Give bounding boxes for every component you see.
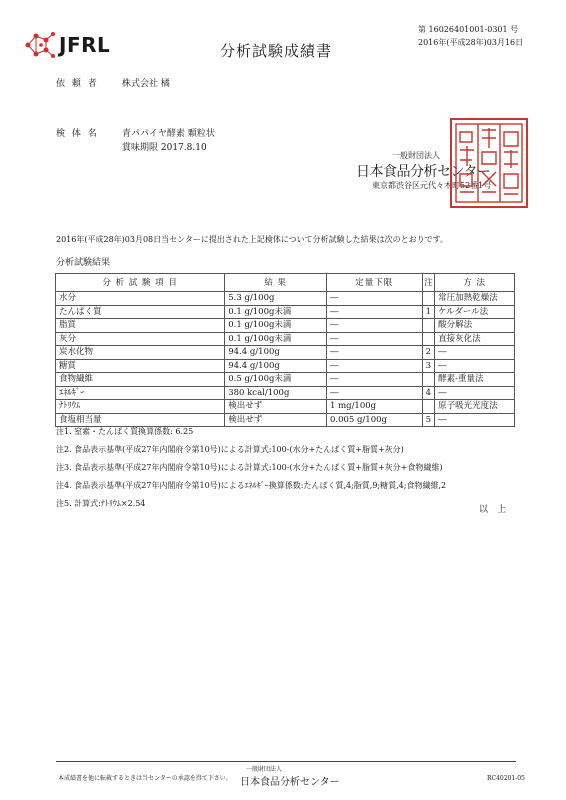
seal-pattern-icon [452, 120, 526, 206]
cell-item: 灰分 [56, 332, 225, 346]
document-number: 第 16026401001-0301 号 [418, 25, 519, 34]
table-row [56, 400, 515, 414]
jfrl-logo [22, 28, 142, 64]
client-value: 株式会社 橘 [122, 79, 170, 89]
note-4: 注4. 食品表示基準(平成27年内閣府令第10号)によるｴﾈﾙｷﾞｰ換算係数:たんぱく質,4;脂質,9;糖質,4;食物繊維,2 [56, 481, 447, 490]
cell-note: 5 [422, 413, 434, 427]
cell-method: 直接灰化法 [435, 332, 515, 346]
cell-item: ﾅﾄﾘｳﾑ [56, 400, 225, 414]
document-title: 分析試験成績書 [220, 42, 333, 60]
table-row [56, 359, 515, 373]
issuer-address: 東京都渋谷区元代々木町52番1号 [372, 181, 492, 190]
closing-mark: 以 上 [479, 505, 507, 515]
cell-note: 1 [422, 305, 434, 319]
cell-result: 94.4 g/100g [225, 346, 327, 360]
client-label: 依 頼 者 [56, 79, 99, 89]
cell-limit: ― [326, 359, 422, 373]
cell-method: ― [435, 359, 515, 373]
cell-method: 常圧加熱乾燥法 [435, 292, 515, 306]
cell-limit: 0.005 g/100g [326, 413, 422, 427]
header-note: 注 [422, 274, 434, 292]
issuer-name: 日本食品分析センター [356, 164, 491, 180]
cell-limit: ― [326, 373, 422, 387]
cell-result: 0.1 g/100g未満 [225, 319, 327, 333]
header-limit: 定量下限 [326, 274, 422, 292]
logo-text: JFRL [59, 33, 111, 57]
cell-result: 0.5 g/100g未満 [225, 373, 327, 387]
cell-method: ケルダール法 [435, 305, 515, 319]
footer-corp-type: 一般財団法人 [246, 766, 283, 773]
cell-result: 94.4 g/100g [225, 359, 327, 373]
cell-item: 脂質 [56, 319, 225, 333]
note-5: 注5. 計算式:ﾅﾄﾘｳﾑ×2.54 [56, 499, 146, 508]
cell-item: たんぱく質 [56, 305, 225, 319]
cell-note: 3 [422, 359, 434, 373]
table-row [56, 386, 515, 400]
cell-result: 検出せず [225, 413, 327, 427]
sample-expiry: 賞味期限 2017.8.10 [122, 143, 207, 153]
table-row [56, 332, 515, 346]
sample-name: 青パパイヤ酵素 顆粒状 [122, 129, 215, 139]
cell-note [422, 319, 434, 333]
note-1: 注1. 窒素・たんぱく質換算係数: 6.25 [56, 427, 194, 436]
intro-text: 2016年(平成28年)03月08日当センターに提出された上記検体について分析試験した結果は次のとおりです。 [56, 235, 449, 244]
table-row [56, 319, 515, 333]
footer-org: 日本食品分析センター [240, 777, 340, 788]
footer-divider [56, 761, 516, 762]
cell-limit: 1 mg/100g [326, 400, 422, 414]
footer-code: RC40201-05 [487, 775, 525, 782]
cell-method: 原子吸光光度法 [435, 400, 515, 414]
cell-limit: ― [326, 305, 422, 319]
cell-method: 酵素-重量法 [435, 373, 515, 387]
table-row [56, 305, 515, 319]
cell-note: 4 [422, 386, 434, 400]
cell-limit: ― [326, 319, 422, 333]
table-row [56, 373, 515, 387]
cell-limit: ― [326, 332, 422, 346]
cell-result: 0.1 g/100g未満 [225, 305, 327, 319]
table-row [56, 346, 515, 360]
molecule-icon [22, 30, 58, 60]
cell-result: 5.3 g/100g [225, 292, 327, 306]
results-table [55, 273, 515, 427]
cell-note [422, 373, 434, 387]
cell-limit: ― [326, 346, 422, 360]
header-method: 方 法 [435, 274, 515, 292]
cell-result: 0.1 g/100g未満 [225, 332, 327, 346]
table-header-row [56, 274, 515, 292]
issuer-corp-type: 一般財団法人 [392, 151, 440, 160]
cell-item: ｴﾈﾙｷﾞｰ [56, 386, 225, 400]
section-title: 分析試験結果 [56, 258, 111, 268]
cell-limit: ― [326, 386, 422, 400]
cell-method: ― [435, 386, 515, 400]
cell-item: 水分 [56, 292, 225, 306]
cell-note [422, 332, 434, 346]
footer-notice: 本成績書を他に転載するときは当センターの承認を得て下さい。 [58, 775, 232, 782]
company-seal [450, 118, 528, 208]
document-date: 2016年(平成28年)03月16日 [418, 38, 524, 47]
cell-note: 2 [422, 346, 434, 360]
cell-item: 糖質 [56, 359, 225, 373]
cell-method: ― [435, 413, 515, 427]
sample-label: 検 体 名 [56, 129, 99, 139]
header-item: 分 析 試 験 項 目 [56, 274, 225, 292]
cell-method: 酸分解法 [435, 319, 515, 333]
cell-result: 380 kcal/100g [225, 386, 327, 400]
table-row [56, 413, 515, 427]
cell-item: 炭水化物 [56, 346, 225, 360]
note-3: 注3. 食品表示基準(平成27年内閣府令第10号)による計算式:100-(水分+たんぱく質+脂質+灰分+食物繊維) [56, 463, 443, 472]
note-2: 注2. 食品表示基準(平成27年内閣府令第10号)による計算式:100-(水分+たんぱく質+脂質+灰分) [56, 445, 404, 454]
cell-note [422, 292, 434, 306]
cell-note [422, 400, 434, 414]
header-result: 結 果 [225, 274, 327, 292]
cell-result: 検出せず [225, 400, 327, 414]
table-row [56, 292, 515, 306]
cell-item: 食塩相当量 [56, 413, 225, 427]
cell-limit: ― [326, 292, 422, 306]
cell-item: 食物繊維 [56, 373, 225, 387]
cell-method: ― [435, 346, 515, 360]
